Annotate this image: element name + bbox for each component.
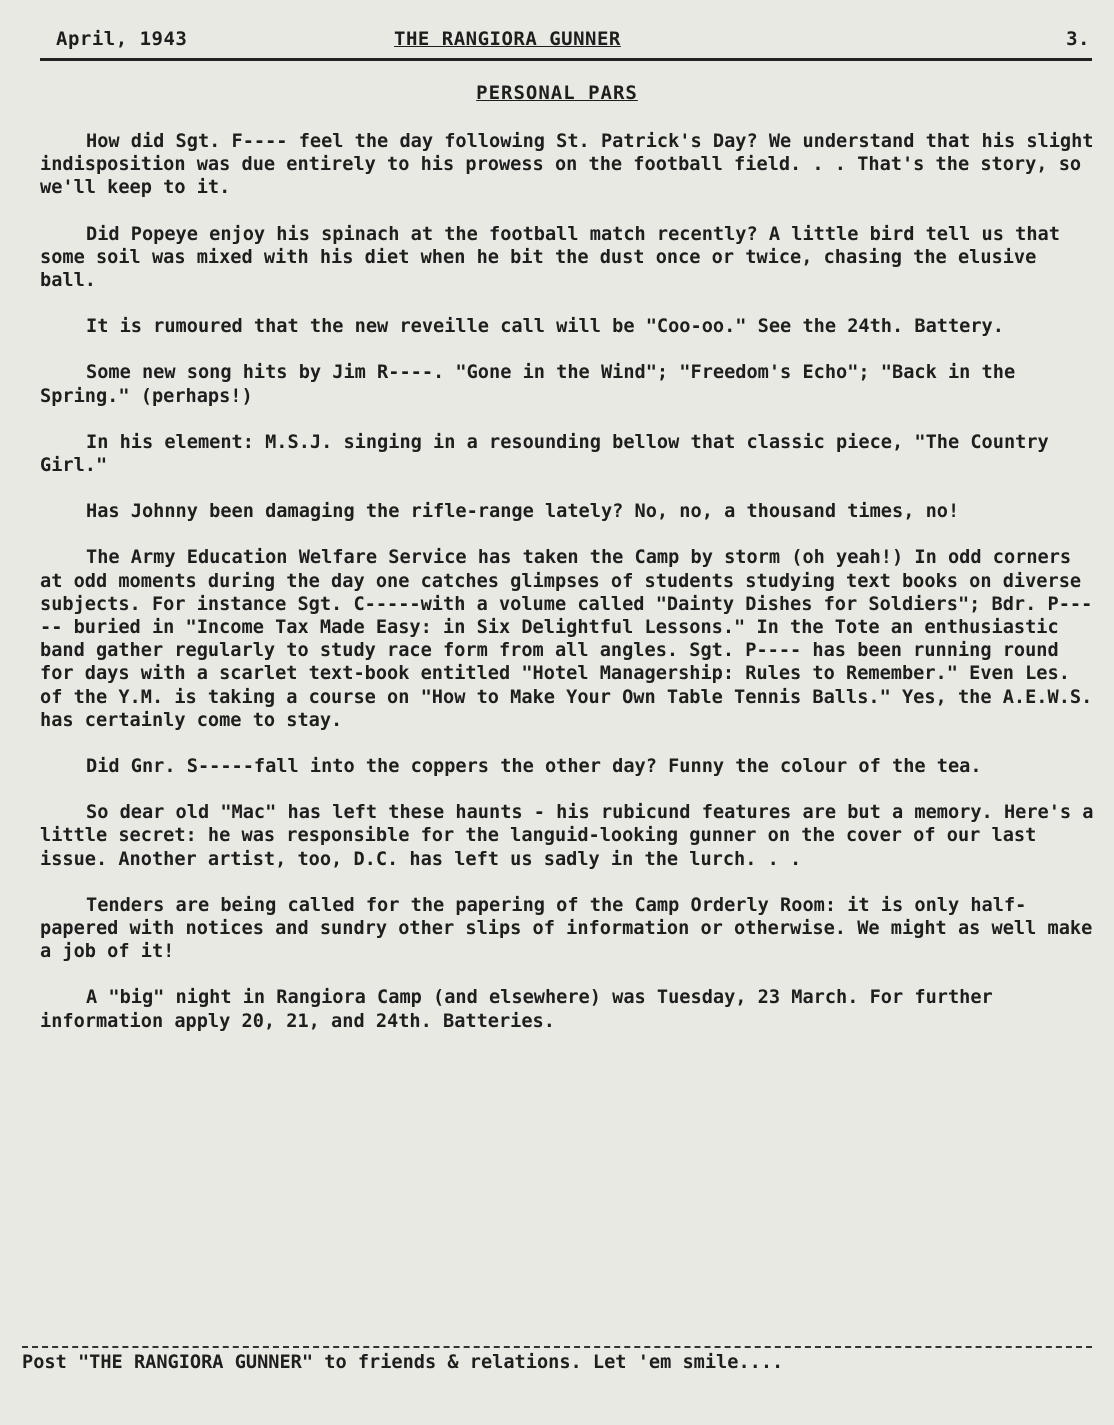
footer-note: Post "THE RANGIORA GUNNER" to friends & relations. Let 'em smile.... — [22, 1352, 784, 1373]
section-title: PERSONAL PARS — [476, 82, 638, 104]
paragraph: So dear old "Mac" has left these haunts - his rubicund features are but a memory. Here's a little secret: he was responsible for the languid-looking gunner on the cover of our last issue. Another artist, too, D.C. has left us sadly in the lurch. . . — [40, 802, 1094, 870]
paragraph: The Army Education Welfare Service has taken the Camp by storm (oh yeah!) In odd corners at odd moments during the day one catches glimpses of students studying text books on diverse subjects. For instance Sgt. C-----with a volume called "Dainty Dishes for Soldiers"; Bdr. P----- buried in "Income Tax Made Easy: in Six Delightful Lessons." In the Tote an enthusiastic band gather regularly to study race form from all angles. Sgt. P---- has been running round for days with a scarlet text-book entitled "Hotel Managership: Rules to Remember." Even Les. of the Y.M. is taking a course on "How to Make Your Own Table Tennis Balls." Yes, the A.E.W.S. has certainly come to stay. — [40, 547, 1093, 731]
newsletter-title: THE RANGIORA GUNNER — [394, 28, 621, 50]
paragraph: Some new song hits by Jim R----. "Gone in the Wind"; "Freedom's Echo"; "Back in the Spring." (perhaps!) — [40, 362, 1016, 407]
page-header — [40, 28, 1090, 58]
issue-date: April, 1943 — [56, 28, 188, 50]
paragraph: It is rumoured that the new reveille call will be "Coo-oo." See the 24th. Battery. — [86, 316, 1004, 338]
paragraph: Did Popeye enjoy his spinach at the football match recently? A little bird tell us that some soil was mixed with his diet when he bit the dust once or twice, chasing the elusive ball. — [40, 223, 1060, 292]
paragraph: In his element: M.S.J. singing in a resounding bellow that classic piece, "The Country Girl." — [40, 431, 1049, 477]
article-body — [40, 130, 1100, 1056]
paragraph: Did Gnr. S-----fall into the coppers the other day? Funny the colour of the tea. — [86, 756, 982, 778]
paragraph: Has Johnny been damaging the rifle-range lately? No, no, a thousand times, no! — [86, 501, 960, 523]
header-rule — [40, 58, 1092, 61]
page-number: 3. — [1066, 28, 1090, 50]
paragraph: How did Sgt. F---- feel the day following St. Patrick's Day? We understand that his slight indisposition was due entirely to his prowess on the football field. . . That's the story, so we'll keep to it. — [40, 131, 1094, 199]
paragraph: Tenders are being called for the papering of the Camp Orderly Room: it is only half-papered with notices and sundry other slips of information or otherwise. We might as well make a job of it! — [40, 894, 1093, 963]
paragraph: A "big" night in Rangiora Camp (and elsewhere) was Tuesday, 23 March. For further information apply 20, 21, and 24th. Batteries. — [40, 987, 993, 1032]
footer-rule — [22, 1346, 1092, 1348]
